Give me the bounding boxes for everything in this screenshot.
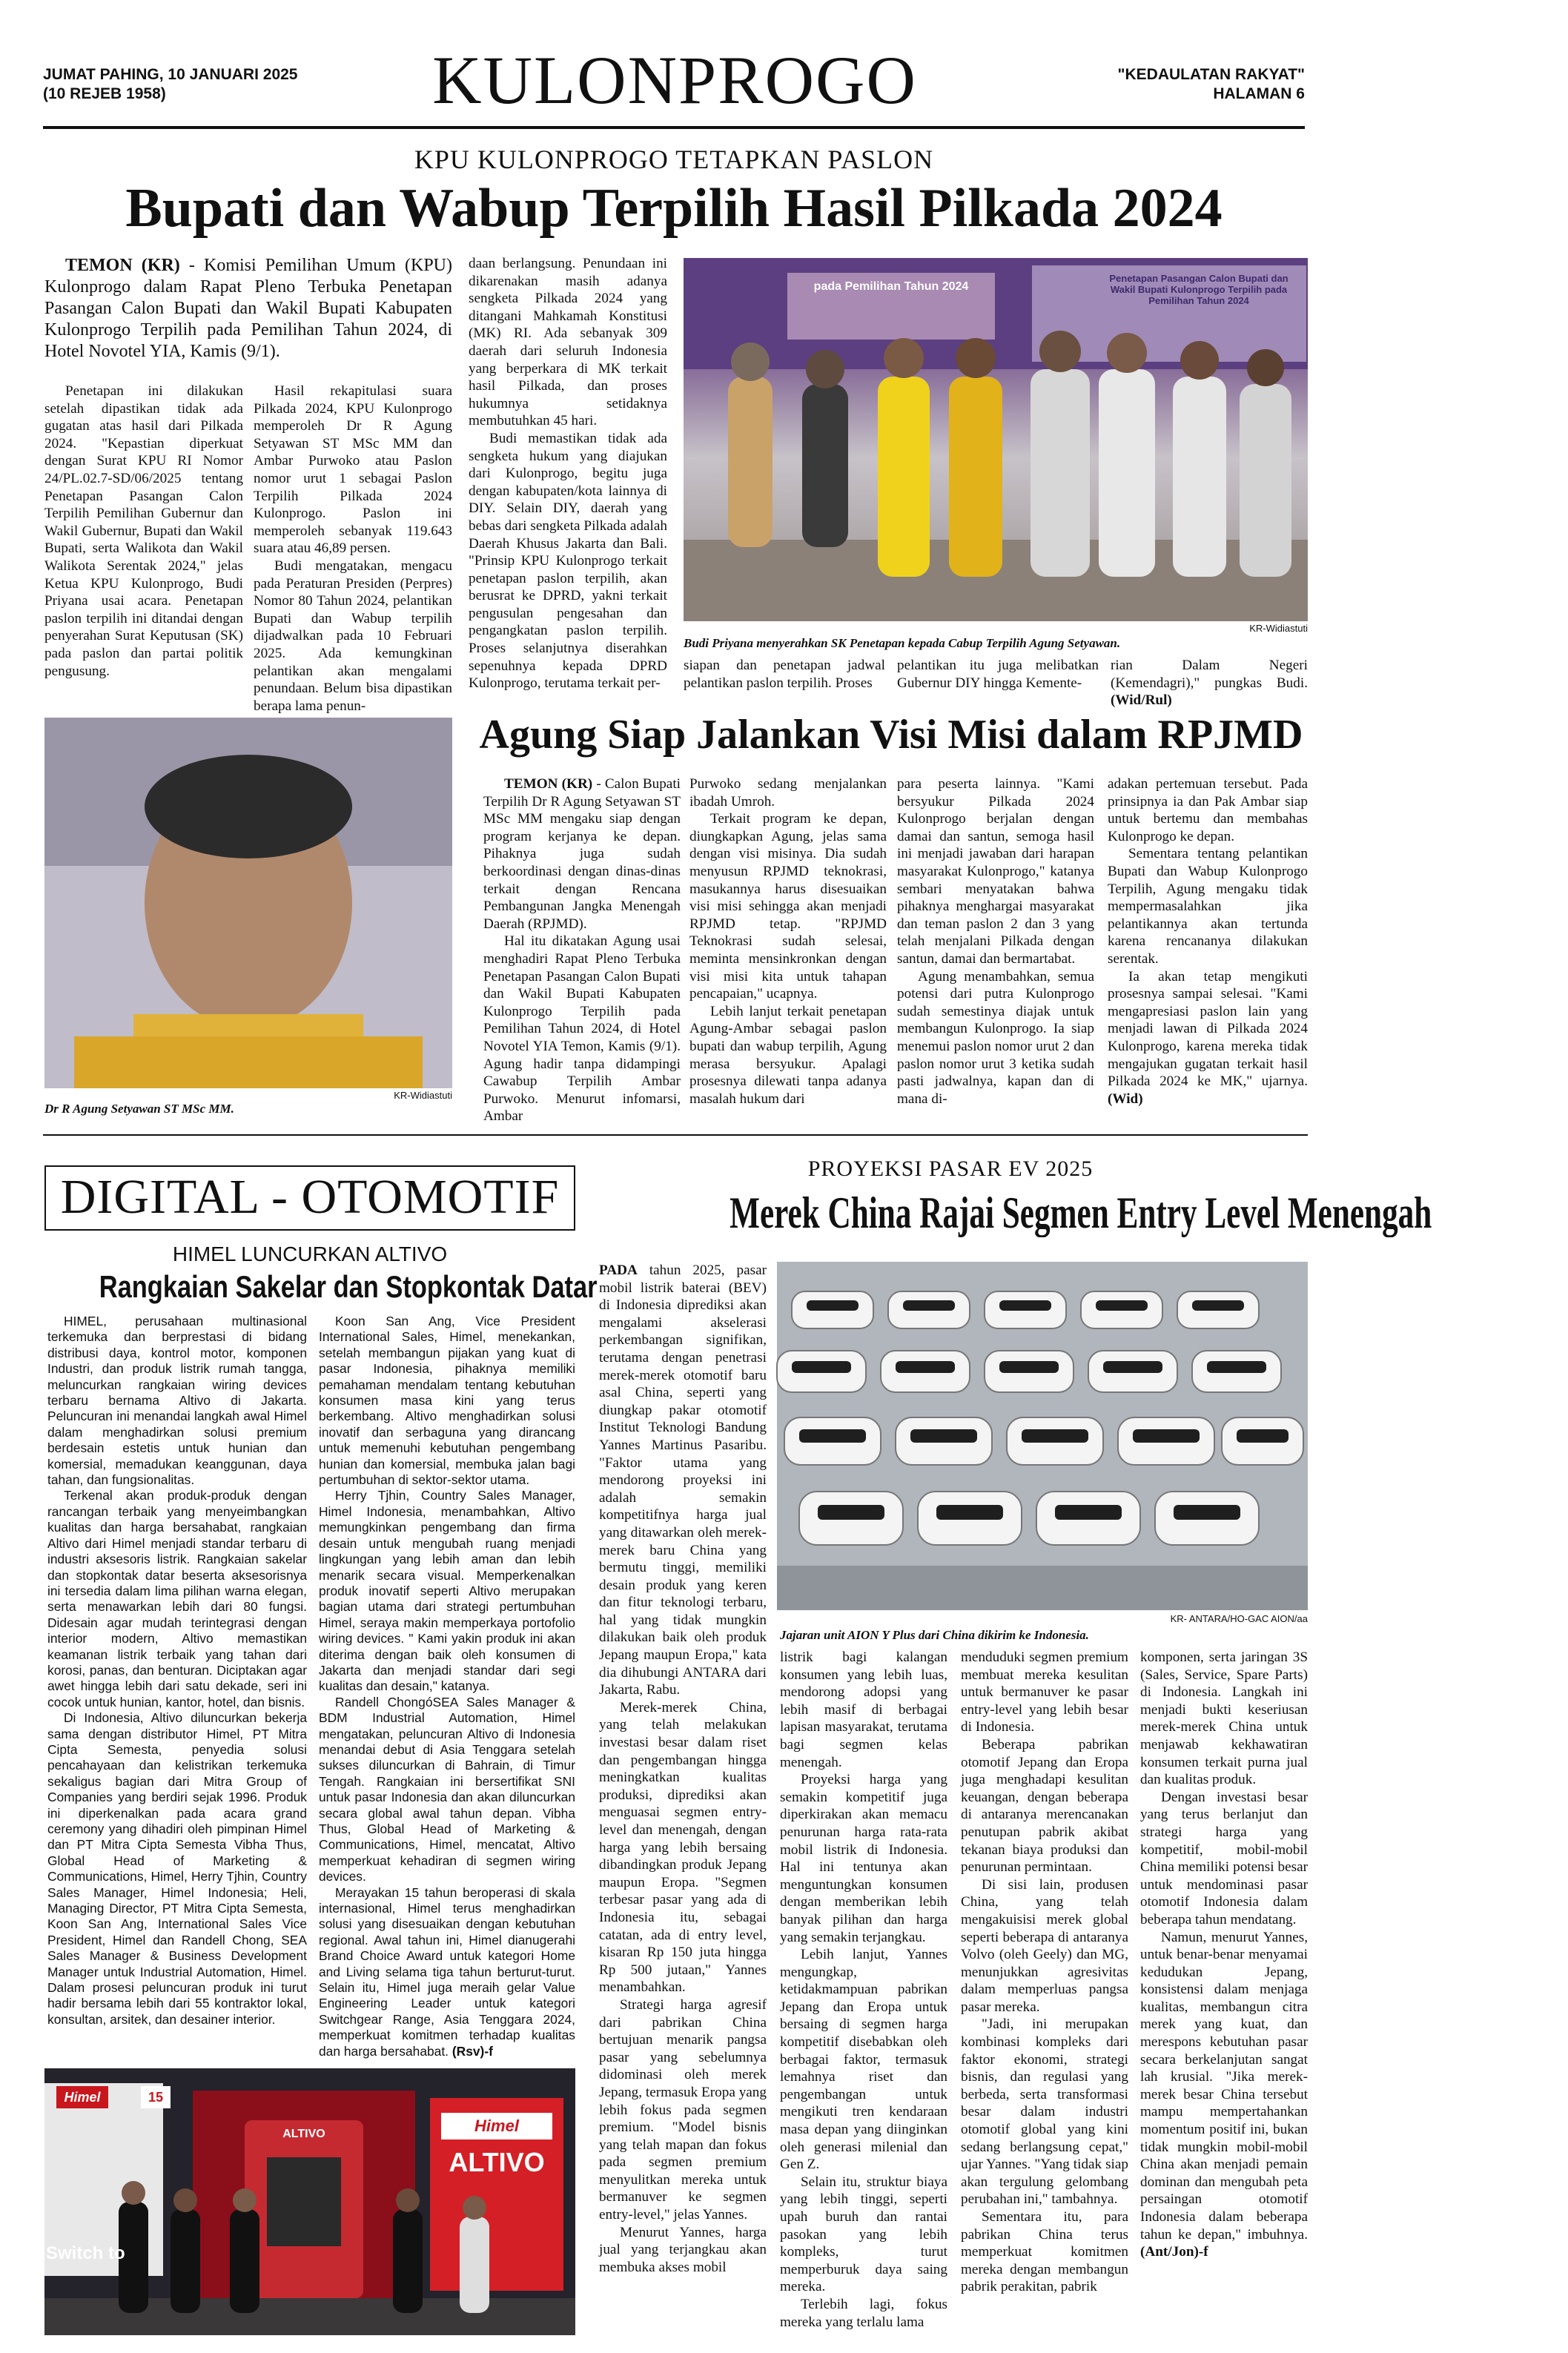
article2-paragraph: Ia akan tetap mengikuti prosesnya sampai selesai. "Kami mengapresiasi paslon lain yang menjadi lawan di Pilkada 2024 Kulonprogo, karena mereka tidak mengajukan gugatan terkait hasil Pilkada 2024 ke MK," ujarnya. — [1108, 968, 1308, 1090]
article3-paragraph: Di Indonesia, Altivo diluncurkan bekerja sama dengan distributor Himel, PT Mitra Cipta Semesta, penyedia solusi pencahayaan dan kelistrikan terkemuka sekaligus bagian dari Mitra Group of Companies yang berdiri sejak 1996. Produk ini diperkenalkan pada acara grand ceremony yang dihadiri oleh pimpinan Himel dan PT Mitra Cipta Semesta Vibha Thus, Global Head of Marketing & Communications, Himel, Herry Tjhin, Country Sales Manager, Himel Indonesia; Heli, Managing Director, PT Mitra Cipta Semesta, Koon San Ang, International Sales Vice President, Himel dan Randell Chong, SEA Sales Manager & Business Development Manager untuk Industrial Automation, Himel. Dalam prosesi peluncuran produk ini turut hadir bersama lebih dari 55 kontraktor lokal, konsultan, arsitek, dan desainer interior. — [47, 1710, 307, 2027]
article1-column-4 — [684, 657, 885, 701]
article1-column-1 — [44, 383, 243, 701]
article1-paragraph: pelantikan itu juga melibatkan Gubernur DIY hingga Kemente- — [897, 658, 1099, 691]
article4-column-3 — [961, 1649, 1128, 2329]
article3-headline-wrap — [44, 1268, 598, 1306]
article4-column-1 — [599, 1262, 767, 2329]
article4-paragraph: Selain itu, struktur biaya yang lebih tinggi, seperti upah buruh dan rantai pasokan yang lebih kompleks, turut memperburuk daya saing mereka. — [780, 2174, 947, 2295]
article4-paragraph: Di sisi lain, produsen China, yang telah mengakuisisi merek global seperti beberapa di antaranya Volvo (oleh Geely) dan MG, menunjukkan agresivitas dalam memperluas pangsa pasar mereka. — [961, 1876, 1128, 2015]
article3-paragraph: Terkenal akan produk-produk dengan rancangan terbaik yang menyeimbangkan kualitas dan harga bersahabat, rangkaian Altivo dari Himel menjadi standar terbaru di industri aksesoris listrik. Rangkaian sakelar dan stopkontak datar beserta aksesorisnya ini tersedia dalam lima pilihan warna elegan, serta menawarkan lebih dari 80 fungsi. Didesain agar mudah terintegrasi dengan interior modern, Altivo memastikan keamanan listrik terbaik yang tahan dari korosi, panas, dan benturan. Diciptakan agar awet hingga lebih dari satu dekade, seri ini cocok untuk hunian, kantor, hotel, dan bisnis. — [47, 1488, 307, 1710]
article1-paragraph: siapan dan penetapan jadwal pelantikan paslon terpilih. Proses — [684, 658, 885, 691]
photo-ceremony-illustration — [684, 258, 1308, 621]
article4-paragraph: "Jadi, ini merupakan kombinasi kompleks dari faktor ekonomi, strategi bisnis, dan regulasi yang berbeda, serta transformasi besar dalam industri otomotif global yang kini sedang berlangsung cepat," ujar Yannes. "Yang tidak siap akan tergulung gelombang perubahan ini," tambahnya. — [961, 2016, 1128, 2208]
article4-paragraph: Proyeksi harga yang semakin kompetitif juga diperkirakan akan memacu penurunan harga rata-rata mobil listrik di Indonesia. Hal ini tentunya akan menguntungkan konsumen dengan memberikan lebih banyak pilihan dan harga yang semakin terjangkau. — [780, 1772, 947, 1945]
photo-banner-text-2: Penetapan Pasangan Calon Bupati dan Wakil Bupati Kulonprogo Terpilih pada Pemilihan Tahun 2024 — [1109, 273, 1289, 306]
article4-paragraph: menduduki segmen premium membuat mereka kesulitan untuk bermanuver ke pasar entry-level yang lebih besar di Indonesia. — [961, 1649, 1128, 1735]
altivo-banner-label: ALTIVO — [449, 2147, 545, 2177]
article1-paragraph: Hasil rekapitulasi suara Pilkada 2024, KPU Kulonprogo memperoleh Dr R Agung Setyawan ST MSc MM dan Ambar Purwoko atau Paslon nomor urut 1 sebagai Paslon Terpilih Pilkada 2024 Kulonprogo. Paslon ini memperoleh sebanyak 119.643 suara atau 46,89 persen. — [254, 383, 452, 557]
masthead-rule — [43, 126, 1305, 129]
article1-column-6 — [1111, 657, 1308, 709]
article4-paragraph: Dengan investasi besar yang terus berlanjut dan strategi harga yang kompetitif, mobil-mobil China memiliki potensi besar untuk mendominasi pasar otomotif Indonesia dalam beberapa tahun mendatang. — [1140, 1789, 1308, 1927]
article2-paragraph: - Calon Bupati Terpilih Dr R Agung Setyawan ST MSc MM mengaku siap dengan program kerjanya ke depan. Pihaknya juga sudah berkoordinasi dengan dinas-dinas terkait dengan Rencana Pembangunan Jangka Menengah Daerah (RPJMD). — [483, 776, 681, 932]
article4-paragraph: Menurut Yannes, harga jual yang terjangkau akan membuka akses mobil — [599, 2224, 767, 2275]
article4-paragraph: Merek-merek China, yang telah melakukan investasi besar dalam riset dan pengembangan hingga meningkatkan kualitas produksi, diprediksi akan menguasai segmen entry-level dan menengah, dengan harga yang lebih bersaing dibandingkan produk Jepang maupun Eropa. "Segmen terbesar pasar yang ada di Indonesia itu, sebagai catatan, ada di entry level, kisaran Rp 150 juta hingga Rp 500 jutaan," Yannes menambahkan. — [599, 1699, 767, 1996]
article1-photo-caption: Budi Priyana menyerahkan SK Penetapan kepada Cabup Terpilih Agung Setyawan. — [684, 636, 1121, 650]
article3-paragraph: HIMEL, perusahaan multinasional terkemuka dan berprestasi di bidang distribusi daya, kontrol motor, komponen Industri, dan produk listrik rumah tangga, meluncurkan rangkaian wiring devices terbaru bernama Altivo di Jakarta. Peluncuran ini menandai langkah awal Himel dalam menghadirkan solusi premium berdesain estetis untuk hunian dan komersial, memadukan keanggunan, daya tahan, dan fungsionalitas. — [47, 1314, 307, 1488]
article2-photo-credit: KR-Widiastuti — [394, 1090, 452, 1101]
article3-paragraph: Merayakan 15 tahun beroperasi di skala internasional, Himel terus menghadirkan solusi yang disesuaikan dengan kebutuhan regional. Awal tahun ini, Himel dianugerahi Brand Choice Award untuk kategori Home and Living selama tiga tahun berturut-turut. Selain itu, Himel juga meraih gelar Value Engineering Leader untuk kategori Switchgear Range, Asia Tenggara 2024, memperkuat komitmen terhadap kualitas dan harga bersahabat. — [319, 1884, 575, 2059]
article2-paragraph: Lebih lanjut terkait penetapan Agung-Ambar sebagai paslon bupati dan wabup terpilih, Agung merasa bersyukur. Apalagi prosesnya dilewati tanpa adanya masalah hukum dari — [689, 1003, 887, 1107]
article2-paragraph: Hal itu dikatakan Agung usai menghadiri Rapat Pleno Terbuka Penetapan Pasangan Calon Bupati dan Wakil Bupati Kabupaten Kulonprogo Terpilih pada Pemilihan Tahun 2024, di Hotel Novotel YIA Temon, Kamis (9/1). Agung hadir tanpa didampingi Cawabup Terpilih Ambar Purwoko. Menurut infomarsi, Ambar — [483, 933, 681, 1125]
issue-date — [43, 65, 429, 104]
article4-paragraph: tahun 2025, pasar mobil listrik baterai (BEV) di Indonesia diprediksi akan mengalami akselerasi perkembangan signifikan, terutama dengan penetrasi merek-merek otomotif baru asal China, seperti yang diungkap pakar otomotif Institut Teknologi Bandung Yannes Martinus Pasaribu. "Faktor utama yang mendorong proyeksi ini adalah semakin kompetitifnya harga jual yang ditawarkan oleh merek-merek baru China yang bermutu tinggi, memiliki desain produk yang keren dan fitur teknologi terbaru, hal yang tidak mungkin dilakukan baik oleh produk Jepang maupun Eropa," kata dia dihubungi ANTARA dari Jakarta, Rabu. — [599, 1262, 767, 1698]
article3-paragraph: Koon San Ang, Vice President International Sales, Himel, menekankan, setelah membangun pijakan yang kuat di pasar Indonesia, pihaknya memiliki pemahaman mendalam tentang kebutuhan konsumen masa kini yang terus berkembang. Altivo menghadirkan solusi inovatif dan serbaguna yang dirancang untuk memenuhi kebutuhan pengembang hunian dan komersial, membuka jalan bagi pertumbuhan di sektor-sektor utama. — [319, 1314, 575, 1488]
article1-paragraph: Budi memastikan tidak ada sengketa hukum yang diajukan dari Kulonprogo, begitu juga dengan kabupaten/kota lainnya di DIY. Selain DIY, daerah yang bebas dari sengketa Pilkada adalah Daerah Khusus Jakarta dan Bali. "Prinsip KPU Kulonprogo terkait penetapan paslon terpilih, akan berusrat ke DPRD, yakni terkait pengusulan pengesahan dan pengangkatan paslon terpilih. Proses selanjutnya diserahkan sepenuhnya kepada DPRD Kulonprogo, terutama terkait per- — [469, 430, 667, 692]
article2-column-3 — [897, 775, 1094, 1122]
page-info — [964, 65, 1305, 104]
article2-paragraph: Agung menambahkan, semua potensi dari putra Kulonprogo sudah semestinya diajak untuk membangun Kulonprogo. Ia siap menemui paslon nomor urut 2 dan paslon nomor urut 3 ketika sudah pasti jadwalnya, kapan dan di mana di- — [897, 968, 1094, 1107]
article2-column-2 — [689, 775, 887, 1122]
article1-photo-credit: KR-Widiastuti — [1249, 623, 1308, 634]
article4-photo-caption: Jajaran unit AION Y Plus dari China dikirim ke Indonesia. — [780, 1628, 1089, 1642]
article4-column-4 — [1140, 1649, 1308, 2329]
article3-paragraph: Herry Tjhin, Country Sales Manager, Himel Indonesia, menambahkan, Altivo memungkinkan pengembang dan firma desain untuk mengubah ruang menjadi lingkungan yang lebih aman dan lebih menarik secara visual. Memperkenalkan produk inovatif seperti Altivo merupakan bagian utama dari strategi pertumbuhan Himel, seraya makin memperkaya portofolio wiring devices. " Kami yakin produk ini akan diterima dengan baik oleh konsumen di Jakarta dan menjadi standar dari segi kualitas dan desain," katanya. — [319, 1488, 575, 1694]
article4-paragraph: Beberapa pabrikan otomotif Jepang dan Eropa juga menghadapi kesulitan keuangan, dengan beberapa di antaranya merencanakan penutupan pabrik akibat tekanan biaya produksi dan penurunan permintaan. — [961, 1736, 1128, 1876]
article4-paragraph: komponen, serta jaringan 3S (Sales, Service, Spare Parts) di Indonesia. Langkah ini menjadi bukti keseriusan merek-merek China untuk menjawab kekhawatiran konsumen terkait purna jual dan kualitas produk. — [1140, 1649, 1308, 1788]
article1-paragraph: daan berlangsung. Penundaan ini dikarenakan masih adanya sengketa Pilkada 2024 yang ditangani Mahkamah Konstitusi (MK) RI. Ada sebanyak 309 daerah dari seluruh Indonesia yang berperkara di MK terkait hasil Pilkada, dan proses hukumnya setidaknya membutuhkan 45 hari. — [469, 256, 667, 429]
article3-headline: Rangkaian Sakelar dan Stopkontak Datar — [99, 1269, 598, 1304]
article4-signoff: (Ant/Jon)-f — [1140, 2244, 1208, 2260]
launch-event-illustration — [44, 2068, 575, 2335]
article4-headline-wrap — [593, 1185, 1432, 1241]
article4-lead-word: PADA — [599, 1262, 638, 1278]
photo-banner-text: pada Pemilihan Tahun 2024 — [813, 280, 969, 293]
issue-date-gregorian: JUMAT PAHING, 10 JANUARI 2025 — [43, 66, 298, 83]
ev-fleet-illustration — [777, 1262, 1308, 1610]
article4-headline: Merek China Rajai Segmen Entry Level Menengah — [730, 1188, 1432, 1237]
article2-signoff: (Wid) — [1108, 1091, 1143, 1107]
article2-paragraph: Terkait program ke depan, diungkapkan Agung, jelas sama dengan visi misinya. Dia sudah menyusun RPJMD teknokrasi, masukannya harus disesuaikan visi misi sehingga akan menjadi RPJMD tetap. "RPJMD Teknokrasi sudah selesai, meminta mensinkronkan dengan visi misi kita untuk tahapan pencapaian," ucapnya. — [689, 811, 887, 1002]
article2-paragraph: Sementara tentang pelantikan Bupati dan Wabup Kulonprogo Terpilih, Agung mengaku tidak mempermasalahkan jika pelantikannya akan tertunda karena rencananya dilakukan serentak. — [1108, 846, 1308, 967]
section-divider — [43, 1134, 1308, 1136]
article2-column-1 — [483, 775, 681, 1125]
section-title: DIGITAL - OTOMOTIF — [44, 1165, 575, 1231]
article4-paragraph: Namun, menurut Yannes, untuk benar-benar menyamai kedudukan Jepang, konsistensi dalam menjaga kualitas, membangun citra merek yang kuat, dan merespons kebutuhan pasar secara berkelanjutan sangat lah krusial. "Jika merek-merek besar China tersebut mampu mempertahankan momentum positif ini, bukan tidak mungkin mobil-mobil China akan menjadi pemain dominan dan mengubah peta persaingan otomotif Indonesia dalam beberapa tahun ke depan," imbuhnya. — [1140, 1929, 1308, 2243]
article1-column-2 — [254, 383, 452, 714]
article1-photo — [684, 258, 1308, 621]
article4-paragraph: Sementara itu, para pabrikan China terus memperkuat komitmen mereka dengan membangun pabrik perakitan, pabrik — [961, 2209, 1128, 2295]
newspaper-name: "KEDAULATAN RAKYAT" — [1117, 66, 1305, 83]
article4-kicker: PROYEKSI PASAR EV 2025 — [807, 1156, 1094, 1181]
article1-column-5 — [897, 657, 1099, 701]
article3-kicker: HIMEL LUNCURKAN ALTIVO — [172, 1242, 448, 1265]
article4-photo — [777, 1262, 1308, 1610]
himel-banner-logo: Himel — [441, 2113, 552, 2139]
article3-photo — [44, 2068, 575, 2335]
article1-kicker: KPU KULONPROGO TETAPKAN PASLON — [414, 145, 934, 174]
article1-dateline: TEMON (KR) — [65, 256, 180, 275]
article3-signoff: (Rsv)-f — [451, 2043, 493, 2059]
article1-paragraph: Budi mengatakan, mengacu pada Peraturan Presiden (Perpres) Nomor 80 Tahun 2024, pelantikan Bupati dan Wabup terpilih dijadwalkan pada 10 Februari 2025. Ada kemungkinan pelantikan akan mengalami penundaan. Belum bisa dipastikan berapa lama penun- — [254, 557, 452, 714]
article4-paragraph: Lebih lanjut, Yannes mengungkap, ketidakmampuan pabrikan Jepang dan Eropa untuk bersaing di segmen harga kompetitif disebabkan oleh berbagai faktor, termasuk lemahnya riset dan pengembangan untuk mengikuti tren kendaraan masa depan yang diinginkan oleh generasi milenial dan Gen Z. — [780, 1947, 947, 2173]
article4-paragraph: Strategi harga agresif dari pabrikan China bertujuan menarik pangsa pasar yang sebelumnya didominasi oleh merek Jepang, termasuk Eropa yang lebih fokus pada segmen premium. "Model bisnis yang telah mapan dan fokus pada segmen premium menyulitkan mereka untuk bermanuver ke segmen entry-level," jelas Yannes. — [599, 1996, 767, 2223]
article2-photo-caption: Dr R Agung Setyawan ST MSc MM. — [44, 1102, 234, 1116]
article2-photo — [44, 718, 452, 1088]
page-title: KULONPROGO — [432, 42, 917, 118]
switch-overlay-text: Switch to — [46, 2243, 125, 2263]
article2-column-4 — [1108, 775, 1308, 1122]
altivo-display-label: ALTIVO — [282, 2128, 325, 2140]
article1-headline: Bupati dan Wabup Terpilih Hasil Pilkada 2024 — [125, 178, 1223, 239]
article4-paragraph: Terlebih lagi, fokus mereka yang terlalu lama — [780, 2296, 947, 2330]
portrait-illustration — [44, 718, 452, 1088]
article1-lead — [44, 255, 452, 363]
himel-logo: Himel — [56, 2086, 108, 2108]
page-number: HALAMAN 6 — [1213, 85, 1305, 102]
article2-headline: Agung Siap Jalankan Visi Misi dalam RPJMD — [479, 712, 1303, 758]
article4-paragraph: listrik bagi kalangan konsumen yang lebih luas, mendorong adopsi yang lebih masif di berbagai lapisan masyarakat, terutama bagi segmen kelas menengah. — [780, 1649, 947, 1770]
article2-dateline: TEMON (KR) — [504, 776, 593, 792]
article4-photo-credit: KR- ANTARA/HO-GAC AION/aa — [1170, 1613, 1308, 1624]
article1-paragraph: Penetapan ini dilakukan setelah dipastikan tidak ada gugatan atas hasil dari Pilkada 2024. "Kepastian diperkuat dengan Surat KPU RI Nomor 24/PL.02.7-SD/06/2025 tentang Penetapan Pasangan Calon Terpilih Pemilihan Gubernur dan Wakil Gubernur, Bupati dan Wakil Bupati, serta Walikota dan Wakil Walikota Serentak 2024," jelas Ketua KPU Kulonprogo, Budi Priyana usai acara. Penetapan paslon terpilih ini ditandai dengan penyerahan Surat Keputusan (SK) pada paslon dan partai politik pengusung. — [44, 383, 243, 679]
article4-column-2 — [780, 1649, 947, 2329]
article2-paragraph: adakan pertemuan tersebut. Pada prinsipnya ia dan Pak Ambar siap untuk bertemu dan membahas Kulonprogo ke depan. — [1108, 776, 1308, 844]
article2-paragraph: para peserta lainnya. "Kami bersyukur Pilkada 2024 Kulonprogo berjalan dengan damai dan santun, semoga hasil ini menjadi jawaban dari harapan masyarakat Kulonprogo," katanya sembari menyatakan bahwa pihaknya menghargai masyarakat dan teman paslon 2 dan 3 yang telah menjalani Pilkada dengan santun, damai dan bermartabat. — [897, 776, 1094, 967]
article1-paragraph: rian Dalam Negeri (Kemendagri)," pungkas Budi. — [1111, 658, 1308, 691]
anniversary-badge: 15 — [141, 2086, 171, 2108]
issue-date-javanese: (10 REJEB 1958) — [43, 85, 166, 102]
article3-column-2 — [319, 1314, 575, 2059]
article1-signoff: (Wid/Rul) — [1111, 692, 1172, 709]
article3-paragraph: Randell ChongóSEA Sales Manager & BDM Industrial Automation, Himel mengatakan, peluncuran Altivo di Indonesia menandai debut di Asia Tenggara setelah sukses diluncurkan di Bahrain, di Timur Tengah. Rangkaian ini bersertifikat SNI untuk pasar Indonesia dan akan diluncurkan secara global awal tahun depan. Vibha Thus, Global Head of Marketing & Communications, Himel, mencatat, Altivo memperkuat kehadiran di segmen wiring devices. — [319, 1694, 575, 1884]
article1-column-3 — [469, 255, 667, 701]
article1-lead-text: - Komisi Pemilihan Umum (KPU) Kulonprogo dalam Rapat Pleno Terbuka Penetapan Pasangan Calon Bupati dan Wakil Bupati Kabupaten Kulonprogo Terpilih pada Pemilihan Tahun 2024, di Hotel Novotel YIA, Kamis (9/1). — [44, 256, 453, 361]
article3-column-1 — [47, 1314, 307, 2056]
article2-paragraph: Purwoko sedang menjalankan ibadah Umroh. — [689, 776, 887, 810]
